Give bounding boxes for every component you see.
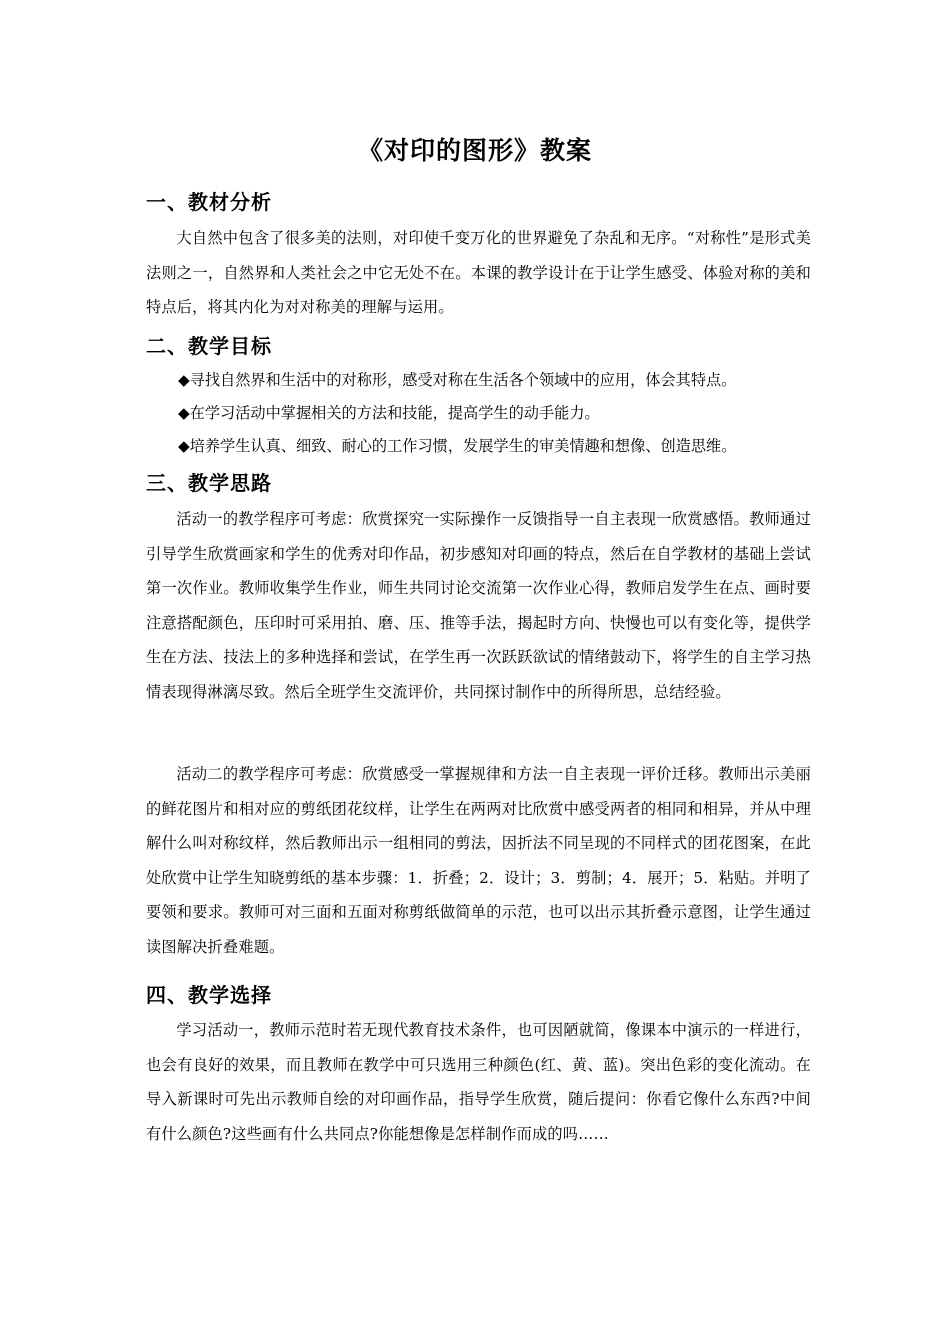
objective-item-3: ◆培养学生认真、细致、耐心的工作习惯，发展学生的审美情趣和想像、创造思维。 [178,437,737,455]
activity-two-paragraph: 活动二的教学程序可考虑：欣赏感受一掌握规律和方法一自主表现一评价迁移。教师出示美丽的鲜花图片和相对应的剪纸团花纹样，让学生在两两对比欣赏中感受两者的相同和相异，并从中理解什么叫对称纹样，然后教师出示一组相同的剪法，因折法不同呈现的不同样式的团花图案，在此处欣赏中让学生知晓剪纸的基本步骤：1．折叠；2．设计；3．剪制；4．展开；5．粘贴。并明了要领和要求。教师可对三面和五面对称剪纸做简单的示范，也可以出示其折叠示意图，让学生通过读图解决折叠难题。 [146,765,811,956]
section-heading-3: 三、教学思路 [146,471,272,495]
section-heading-2: 二、教学目标 [146,334,272,358]
document-title: 《对印的图形》教案 [357,136,592,165]
section-heading-1: 一、教材分析 [146,190,272,214]
teaching-choice-paragraph: 学习活动一，教师示范时若无现代教育技术条件，也可因陋就简，像课本中演示的一样进行，也会有良好的效果，而且教师在教学中可只选用三种颜色(红、黄、蓝)。突出色彩的变化流动。在导入新课时可先出示教师自绘的对印画作品，指导学生欣赏，随后提问：你看它像什么东西?中间有什么颜色?这些画有什么共同点?你能想像是怎样制作而成的吗…… [146,1021,811,1143]
objective-item-2: ◆在学习活动中掌握相关的方法和技能，提高学生的动手能力。 [178,404,600,422]
section-1-paragraph: 大自然中包含了很多美的法则，对印使千变万化的世界避免了杂乱和无序。“对称性”是形式美法则之一，自然界和人类社会之中它无处不在。本课的教学设计在于让学生感受、体验对称的美和特点后，将其内化为对对称美的理解与运用。 [146,229,811,316]
objective-item-1: ◆寻找自然界和生活中的对称形，感受对称在生活各个领域中的应用，体会其特点。 [178,371,737,389]
activity-one-paragraph: 活动一的教学程序可考虑：欣赏探究一实际操作一反馈指导一自主表现一欣赏感悟。教师通过引导学生欣赏画家和学生的优秀对印作品，初步感知对印画的特点，然后在自学教材的基础上尝试第一次作业。教师收集学生作业，师生共同讨论交流第一次作业心得，教师启发学生在点、画时要注意搭配颜色，压印时可采用拍、磨、压、推等手法，揭起时方向、快慢也可以有变化等，提供学生在方法、技法上的多种选择和尝试，在学生再一次跃跃欲试的情绪鼓动下，将学生的自主学习热情表现得淋漓尽致。然后全班学生交流评价，共同探讨制作中的所得所思，总结经验。 [146,510,811,701]
section-heading-4: 四、教学选择 [146,983,272,1007]
